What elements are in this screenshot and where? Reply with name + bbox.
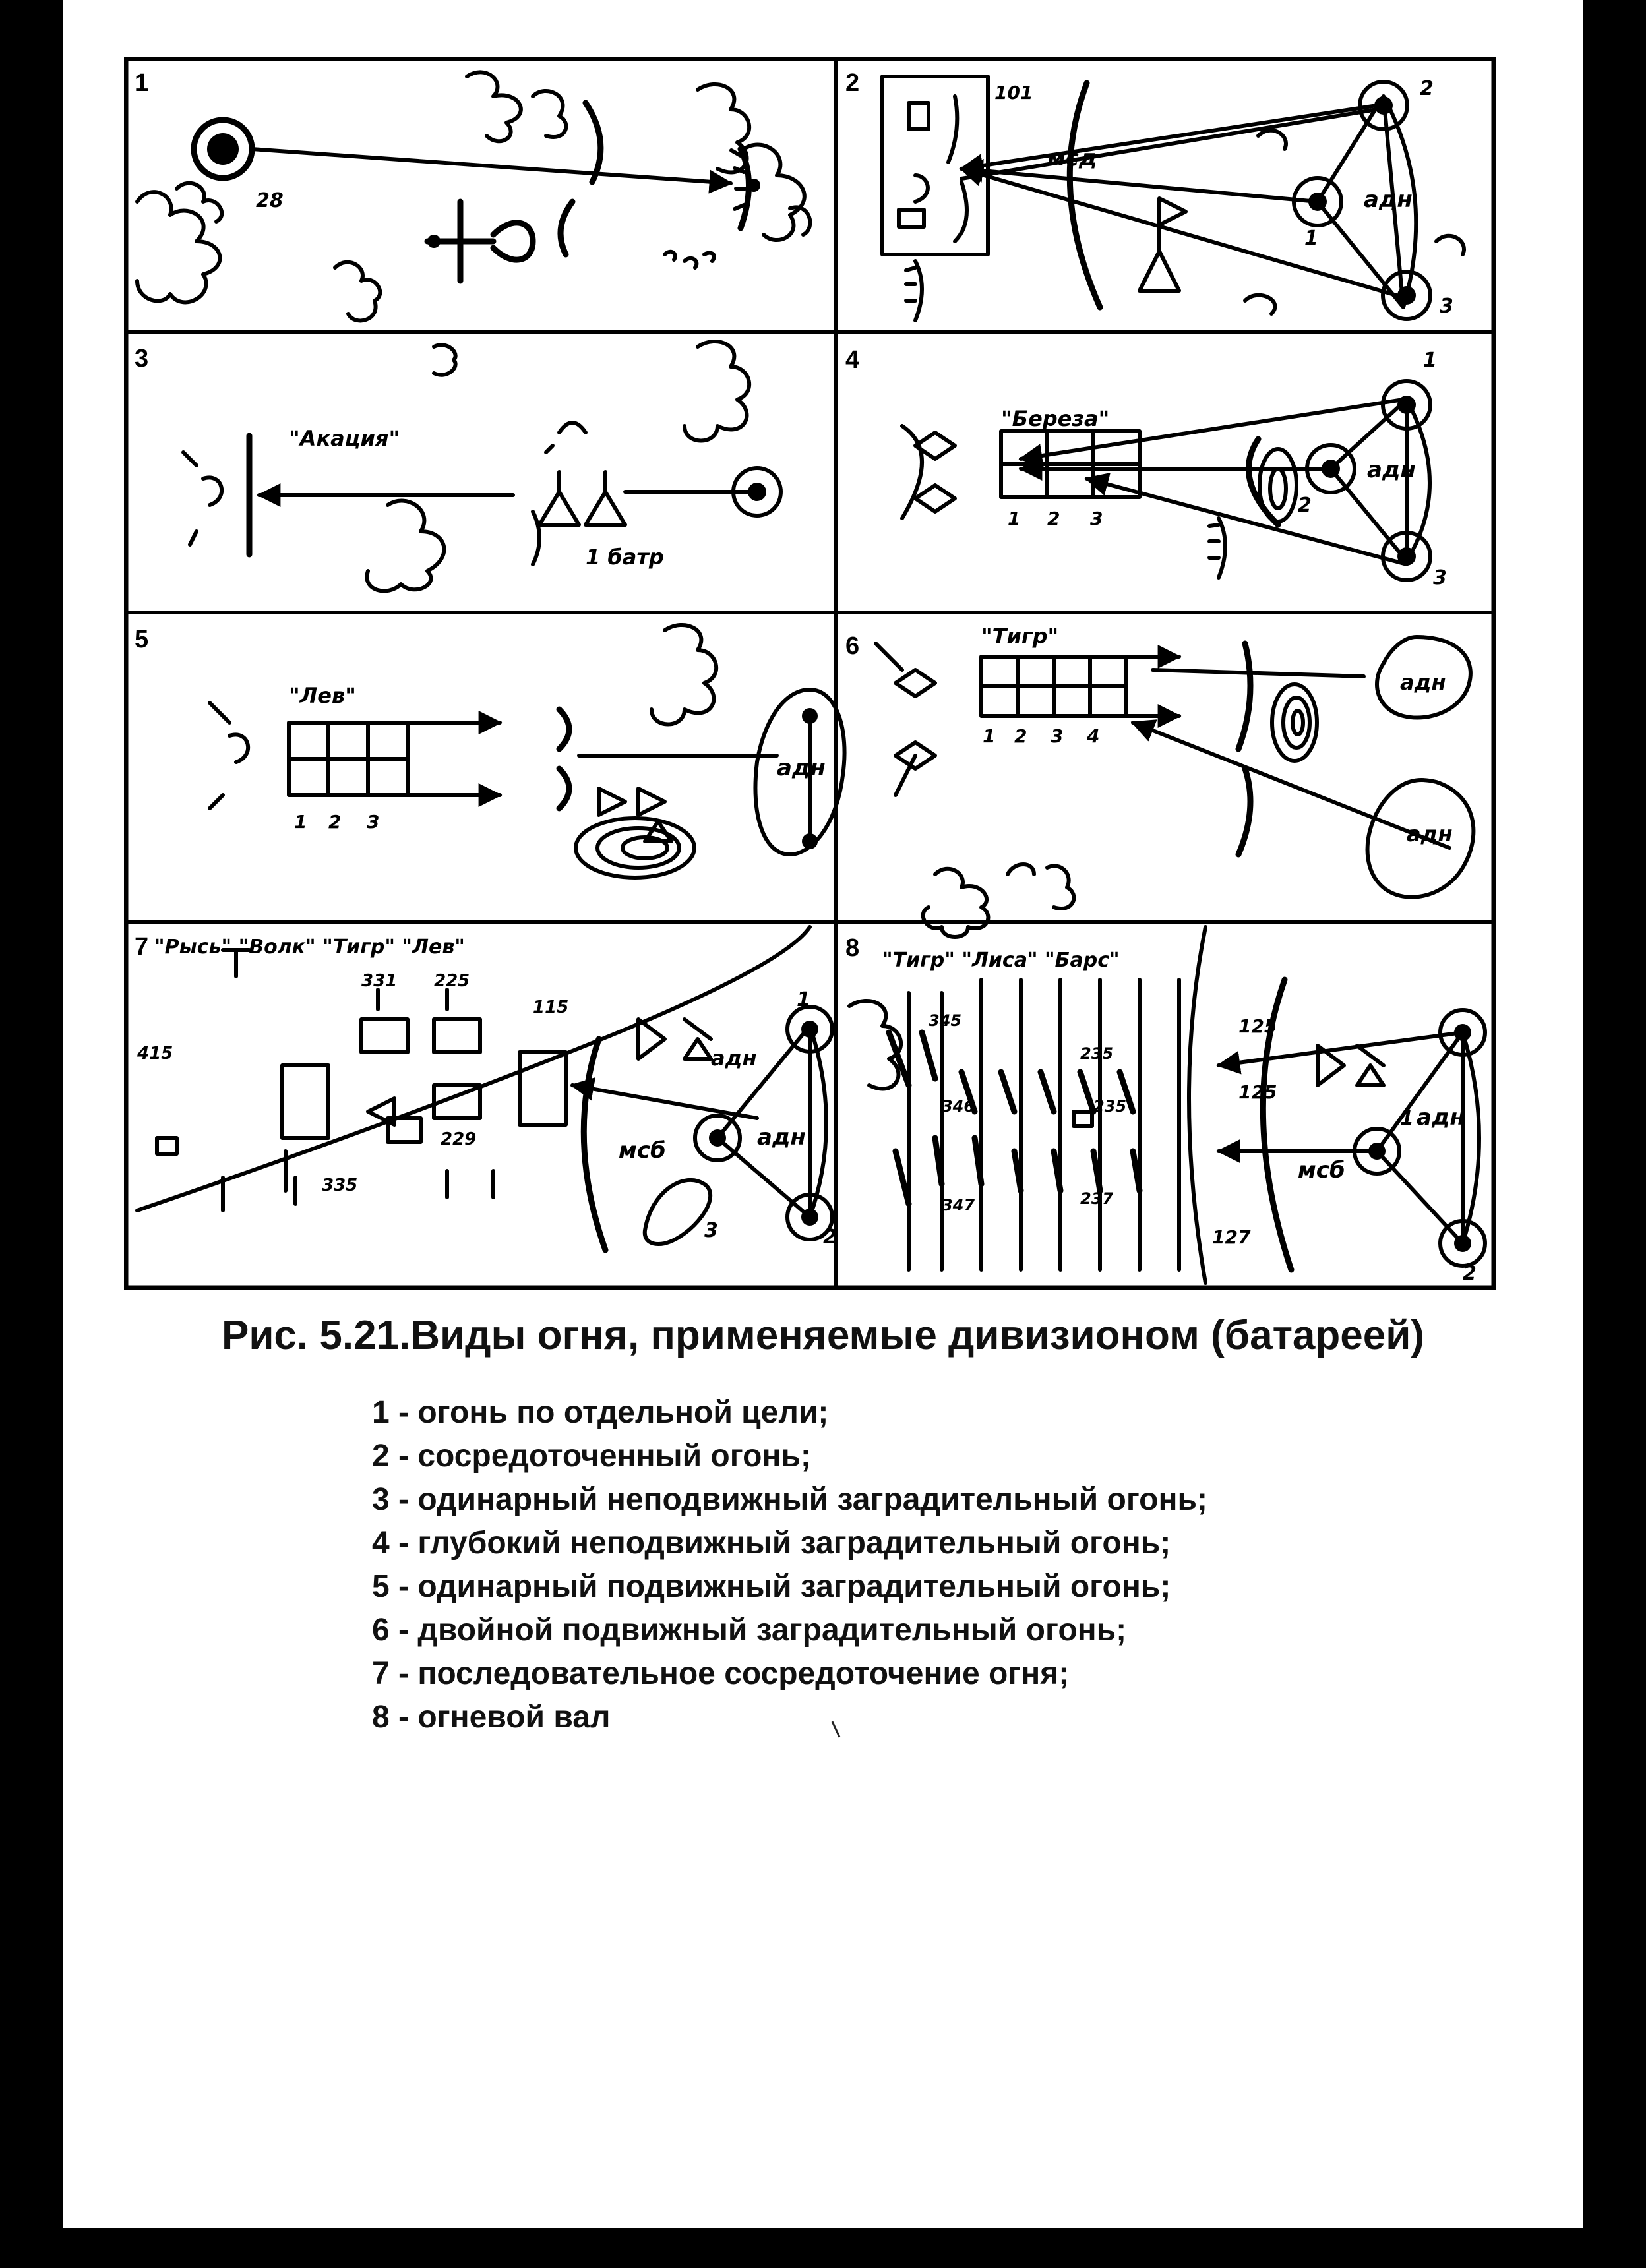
target-number: 101 [994, 82, 1033, 104]
line-number: 2 [1014, 725, 1027, 747]
target-number: 28 [256, 189, 284, 212]
page [63, 0, 1583, 2228]
battery-number: 3 [1440, 295, 1453, 318]
division-label: адн [1407, 821, 1453, 847]
front-line-trace [1189, 927, 1205, 1283]
observation-posts [638, 1019, 711, 1059]
forest-outlines [1245, 131, 1464, 314]
panel-number: 8 [845, 934, 860, 962]
battery-observation-posts [539, 472, 625, 525]
battery-number: 2 [1298, 494, 1312, 517]
target-number: 415 [137, 1044, 173, 1063]
panel-number: 6 [845, 632, 860, 660]
panel-8 [845, 927, 1485, 1285]
line-number: 1 [983, 725, 996, 747]
panel-4 [845, 346, 1447, 589]
battery-number: 1 [1400, 1107, 1414, 1130]
sequential-concentration-areas [157, 1019, 566, 1154]
line-label: 346 [942, 1097, 975, 1116]
target-number: 331 [361, 971, 398, 991]
front-line [584, 1039, 605, 1250]
barrage-lines-grid [981, 657, 1179, 716]
forest-outlines [923, 864, 1074, 937]
division-label: адн [1367, 457, 1416, 483]
division-label: адн [1417, 1104, 1465, 1131]
line-label: 345 [929, 1011, 962, 1030]
hill-contours [1272, 684, 1317, 761]
unit-label: мсб [619, 1137, 666, 1164]
trench-symbols [1238, 643, 1250, 854]
panel-number: 1 [135, 69, 149, 97]
line-number: 3 [1090, 508, 1103, 529]
code-names: "Тигр" "Лиса" "Барс" [882, 949, 1120, 972]
legend-item: 6 - двойной подвижный заградительный огонь; [372, 1613, 1127, 1648]
fire-types-diagram [124, 57, 1496, 1290]
enemy-weapon-symbol [427, 202, 533, 281]
division-label: адн [1364, 187, 1413, 213]
line-number: 2 [1047, 508, 1060, 529]
legend-list [372, 1391, 1207, 1739]
panel-number: 3 [135, 345, 149, 373]
battery-number: 1 [797, 988, 810, 1011]
battery-number: 1 [1304, 227, 1318, 250]
trench-symbol-2 [586, 103, 601, 182]
line-number: 3 [1051, 725, 1064, 747]
battery-label: 1 батр [586, 545, 664, 570]
panel-number: 7 [135, 933, 149, 961]
trench-symbol [1209, 518, 1225, 578]
hill-contour [1260, 449, 1296, 522]
division-label: адн [777, 755, 826, 781]
line-label: 235 [1080, 1044, 1114, 1063]
division-label: адн [1400, 670, 1446, 695]
forest-outlines [367, 501, 444, 591]
code-name: "Тигр" [981, 624, 1059, 649]
enemy-attack-symbols [876, 643, 935, 795]
panel-number: 4 [845, 346, 860, 374]
legend-item: 7 - последовательное сосредоточение огня; [372, 1656, 1070, 1691]
division-battery-positions [1355, 1010, 1485, 1266]
target-number: 335 [322, 1176, 358, 1195]
fire-line [252, 149, 731, 183]
battery-number: 2 [1463, 1262, 1477, 1285]
division-label: адн [757, 1124, 806, 1150]
line-label: 127 [1212, 1226, 1251, 1248]
observation-post [1140, 198, 1186, 291]
observation-posts [1318, 1046, 1384, 1085]
line-number: 4 [1087, 725, 1100, 747]
division-battery-positions [695, 1007, 832, 1239]
hill-contour [645, 1180, 710, 1244]
figure-caption: Рис. 5.21.Виды огня, применяемые дивизионом (батареей) [221, 1313, 1425, 1358]
targets-in-area [899, 96, 967, 241]
line-label: 125 [1238, 1015, 1277, 1037]
battery-number: 3 [704, 1219, 718, 1242]
target-number: 229 [441, 1129, 477, 1149]
target-number: 115 [533, 998, 569, 1017]
trench-symbol [561, 202, 572, 254]
legend-item: 1 - огонь по отдельной цели; [372, 1395, 829, 1430]
line-number: 2 [328, 811, 342, 833]
battery-number: 1 [1423, 349, 1437, 372]
unit-label: мсб [1298, 1157, 1345, 1183]
line-label: 347 [942, 1196, 975, 1214]
fire-line-a [1153, 670, 1364, 676]
fire-position-symbol [194, 120, 252, 178]
fire-lines [961, 105, 1403, 297]
barrage-lines-grid [289, 723, 500, 795]
panel-7 [135, 927, 837, 1250]
code-name: "Акация" [289, 426, 400, 451]
enemy-attack-symbol [183, 452, 222, 545]
enemy-attack-symbol [210, 703, 248, 808]
unit-label: мсд [1047, 145, 1097, 171]
code-name: "Береза" [1001, 406, 1110, 431]
forest-outlines-2 [434, 345, 456, 374]
legend-item: 5 - одинарный подвижный заградительный огонь; [372, 1569, 1171, 1604]
forest-outlines [652, 625, 716, 725]
panel-5 [135, 625, 845, 878]
line-number: 3 [367, 811, 380, 833]
line-label: 235 [1093, 1097, 1127, 1116]
trench-symbols [559, 709, 569, 808]
battery-number: 2 [823, 1226, 837, 1249]
forest-outlines-3 [685, 342, 749, 441]
legend-item: 2 - сосредоточенный огонь; [372, 1439, 811, 1474]
fire-line [572, 1085, 757, 1118]
forest-outlines [137, 72, 810, 320]
panel-3 [135, 342, 781, 591]
panel-1 [135, 69, 810, 320]
enemy-attack-symbols [902, 426, 955, 518]
code-name: "Лев" [289, 683, 356, 708]
battery-number: 2 [1420, 77, 1434, 100]
legend-item: 8 - огневой вал [372, 1700, 611, 1735]
target-number: 225 [434, 971, 470, 991]
line-number: 1 [294, 811, 307, 833]
line-label: 237 [1080, 1189, 1114, 1208]
line-label: 125 [1238, 1081, 1277, 1103]
line-number: 1 [1008, 508, 1021, 529]
trench-symbol [906, 261, 922, 320]
front-line [1070, 83, 1100, 307]
panel-number: 5 [135, 626, 149, 653]
legend-item: 4 - глубокий неподвижный заградительный огонь; [372, 1526, 1171, 1561]
hill-contours [576, 818, 694, 878]
panel-number: 2 [845, 69, 860, 97]
legend-item: 3 - одинарный неподвижный заградительный огонь; [372, 1482, 1207, 1517]
panel-6 [845, 624, 1473, 937]
division-label: адн [711, 1046, 757, 1071]
code-names: "Рысь" "Волк" "Тигр" "Лев" [154, 936, 465, 959]
panel-2 [845, 69, 1464, 320]
battery-number: 3 [1433, 566, 1447, 589]
